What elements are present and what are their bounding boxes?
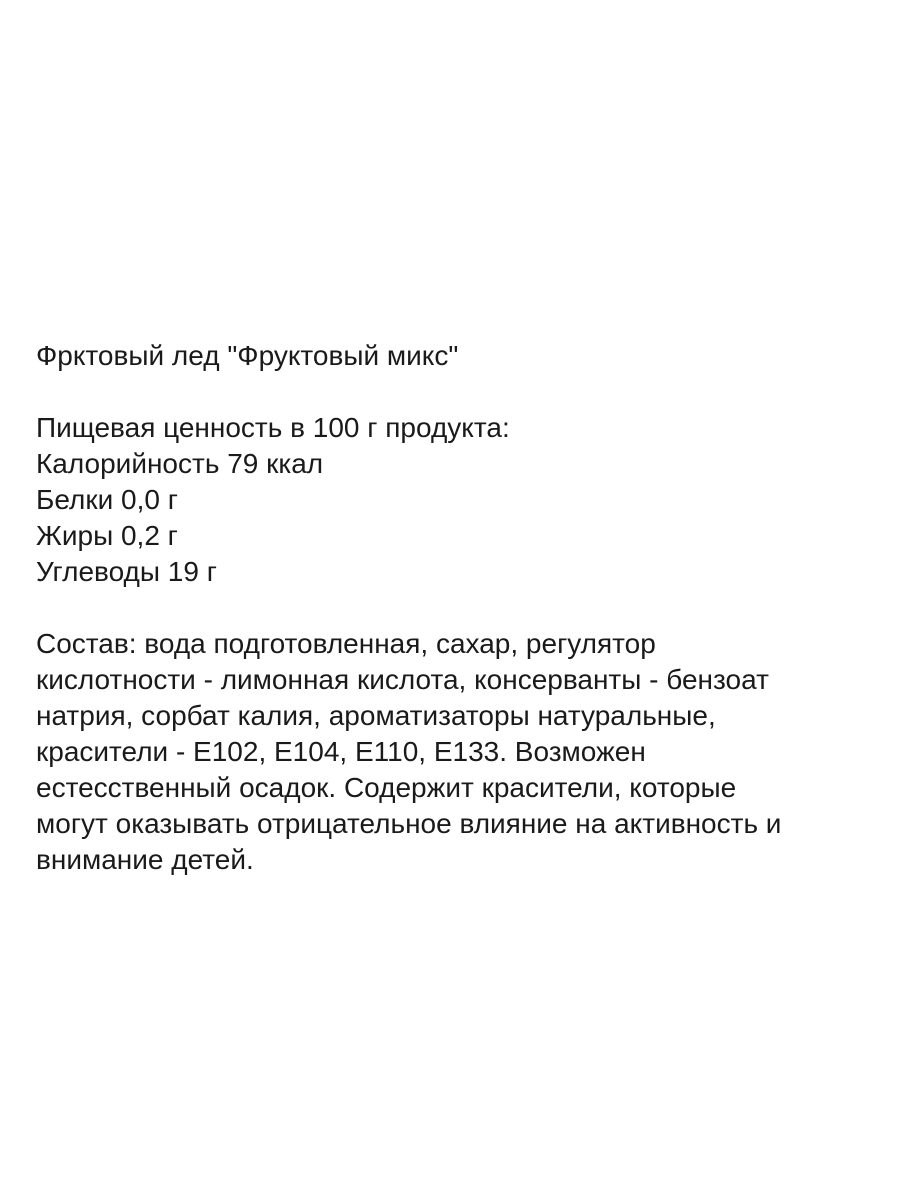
composition-line: внимание детей. [36, 844, 254, 875]
nutrition-fat: Жиры 0,2 г [36, 520, 178, 551]
nutrition-calories: Калорийность 79 ккал [36, 448, 324, 479]
nutrition-protein: Белки 0,0 г [36, 484, 178, 515]
composition-line: натрия, сорбат калия, ароматизаторы натуральные, [36, 700, 716, 731]
nutrition-carbs: Углеводы 19 г [36, 556, 217, 587]
composition-line: кислотности - лимонная кислота, консерванты - бензоат [36, 664, 769, 695]
nutrition-facts [36, 410, 866, 590]
composition-line: красители - E102, E104, E110, E133. Возможен [36, 736, 646, 767]
composition-line: Состав: вода подготовленная, сахар, регулятор [36, 628, 656, 659]
composition-line: естесственный осадок. Содержит красители, которые [36, 772, 737, 803]
product-title: Фрктовый лед "Фруктовый микс" [36, 340, 459, 371]
nutrition-heading: Пищевая ценность в 100 г продукта: [36, 412, 510, 443]
composition-line: могут оказывать отрицательное влияние на активность и [36, 808, 782, 839]
product-info-content [36, 338, 866, 878]
composition-text [36, 626, 866, 878]
